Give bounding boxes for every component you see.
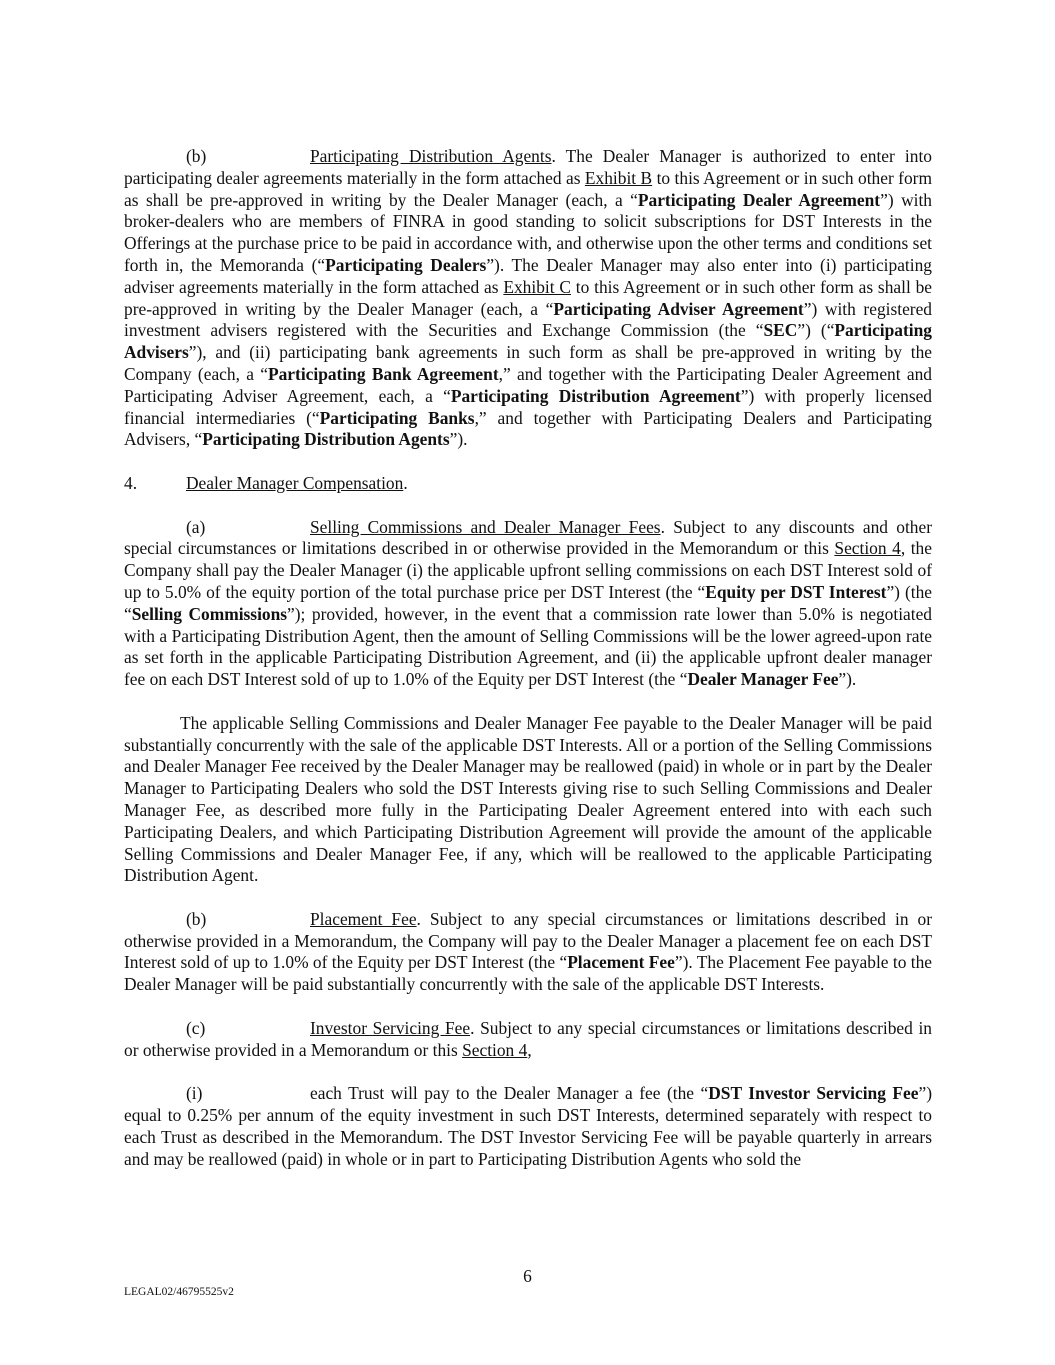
exhibit-c-ref: Exhibit C — [503, 276, 571, 297]
clause-heading: Placement Fee — [310, 908, 417, 929]
clause-heading: Participating Distribution Agents — [310, 146, 552, 166]
paragraph-participating-distribution-agents: (b) Participating Distribution Agents. The Dealer Manager is authorized to enter into participating dealer agreements materially in the form attached as Exhibit B to this Agreement or in such other form as shall be pre-approved in writing by the Dealer Manager (each, a “Participating Dealer Agreement”) with broker-dealers who are members of FINRA in good standing to solicit subscriptions for DST Interests in the Offerings at the purchase price to be paid in accordance with, and otherwise upon the other terms and conditions set forth in, the Memoranda (“Participating Dealers”). The Dealer Manager may also enter into (i) participating adviser agreements materially in the form attached as Exhibit C to this Agreement or in such other form as shall be pre-approved in writing by the Dealer Manager (each, a “Participating Adviser Agreement”) with registered investment advisers registered with the Securities and Exchange Commission (the “SEC”) (“Participating Advisers”), and (ii) participating bank agreements in such form as shall be pre-approved in writing by the Company (each, a “Participating Bank Agreement,” and together with the Participating Dealer Agreement and Participating Adviser Agreement, each, a “Participating Distribution Agreement”) with properly licensed financial intermediaries (“Participating Banks,” and together with Participating Dealers and Participating Advisers, “Participating Distribution Agents”). — [124, 146, 933, 450]
clause-heading: Selling Commissions and Dealer Manager Fees — [310, 516, 661, 537]
section-title: Dealer Manager Compensation — [186, 472, 404, 493]
defined-term: Equity per DST Interest — [705, 581, 887, 602]
defined-term: Participating Banks — [319, 407, 475, 428]
paragraph-placement-fee: (b) Placement Fee. Subject to any special circumstances or limitations described in or otherwise provided in a Memorandum, the Company will pay to the Dealer Manager a placement fee on each DST Interest sold of up to 1.0% of the Equity per DST Interest (the “Placement Fee”). The Placement Fee payable to the Dealer Manager will be paid substantially concurrently with the sale of the applicable DST Interests. — [124, 908, 933, 995]
section-4-heading: 4. Dealer Manager Compensation. — [124, 472, 408, 493]
paragraph-applicable-fees: The applicable Selling Commissions and Dealer Manager Fee payable to the Dealer Manager will be paid substantially concurrently with the sale of the applicable DST Interests. All or a portion of the Selling Commissions and Dealer Manager Fee received by the Dealer Manager may be reallowed (paid) in whole or in part by the Dealer Manager to Participating Dealers who sold the DST Interests giving rise to such Selling Commissions and Dealer Manager Fee, as described more fully in the Participating Dealer Agreement entered into with each such Participating Dealers, and which Participating Distribution Agreement will provide the amount of the applicable Selling Commissions and Dealer Manager Fee, if any, which will be reallowed to the applicable Participating Distribution Agent. — [124, 712, 932, 886]
page-number: 6 — [523, 1266, 532, 1286]
clause-label: (b) — [186, 146, 207, 166]
defined-term: Participating Bank Agreement — [267, 363, 499, 384]
defined-term: Dealer Manager Fee — [687, 669, 839, 690]
paragraph-selling-commissions: (a) Selling Commissions and Dealer Manager Fees. Subject to any discounts and other special circumstances or limitations described in or otherwise provided in the Memorandum or this Section 4, the Company shall pay the Dealer Manager (i) the applicable upfront selling commissions on each DST Interest sold of up to 5.0% of the equity portion of the total purchase price per DST Interest (the “Equity per DST Interest”) (the “Selling Commissions”); provided, however, in the event that a commission rate lower than 5.0% is negotiated with a Participating Distribution Agent, then the amount of Selling Commissions will be the lower agreed-upon rate as set forth in the applicable Participating Distribution Agreement, and (ii) the applicable upfront dealer manager fee on each DST Interest sold of up to 1.0% of the Equity per DST Interest (the “Dealer Manager Fee”). — [124, 516, 932, 690]
defined-term: Participating Advisers — [124, 320, 932, 363]
defined-term: Participating Distribution Agents — [202, 429, 450, 450]
exhibit-b-ref: Exhibit B — [584, 167, 653, 188]
clause-label: (a) — [186, 516, 206, 537]
defined-term: SEC — [763, 320, 798, 341]
section-number: 4. — [124, 472, 138, 493]
clause-label: (c) — [186, 1017, 206, 1038]
paragraph-dst-investor-servicing-fee: (i) each Trust will pay to the Dealer Manager a fee (the “DST Investor Servicing Fee”) equal to 0.25% per annum of the equity investment in such DST Interests, determined separately with respect to each Trust as described in the Memorandum. The DST Investor Servicing Fee will be payable quarterly in arrears and may be reallowed (paid) in whole or in part to Participating Distribution Agents who sold the — [124, 1083, 932, 1169]
defined-term: Participating Dealer Agreement — [637, 189, 881, 210]
section-ref: Section 4 — [834, 538, 901, 559]
defined-term: Selling Commissions — [131, 603, 288, 624]
defined-term: Participating Distribution Agreement — [450, 385, 741, 406]
clause-label: (i) — [186, 1083, 203, 1104]
clause-label: (b) — [186, 908, 207, 929]
section-ref: Section 4 — [462, 1039, 528, 1060]
defined-term: DST Investor Servicing Fee — [708, 1083, 919, 1104]
clause-heading: Investor Servicing Fee — [310, 1017, 471, 1038]
paragraph-investor-servicing-fee: (c) Investor Servicing Fee. Subject to any special circumstances or limitations described in or otherwise provided in a Memorandum or this Section 4, — [124, 1017, 932, 1060]
defined-term: Participating Dealers — [325, 254, 487, 275]
defined-term: Placement Fee — [567, 952, 675, 973]
defined-term: Participating Adviser Agreement — [553, 298, 804, 319]
document-body — [124, 146, 932, 1170]
document-id: LEGAL02/46795525v2 — [124, 1286, 234, 1298]
